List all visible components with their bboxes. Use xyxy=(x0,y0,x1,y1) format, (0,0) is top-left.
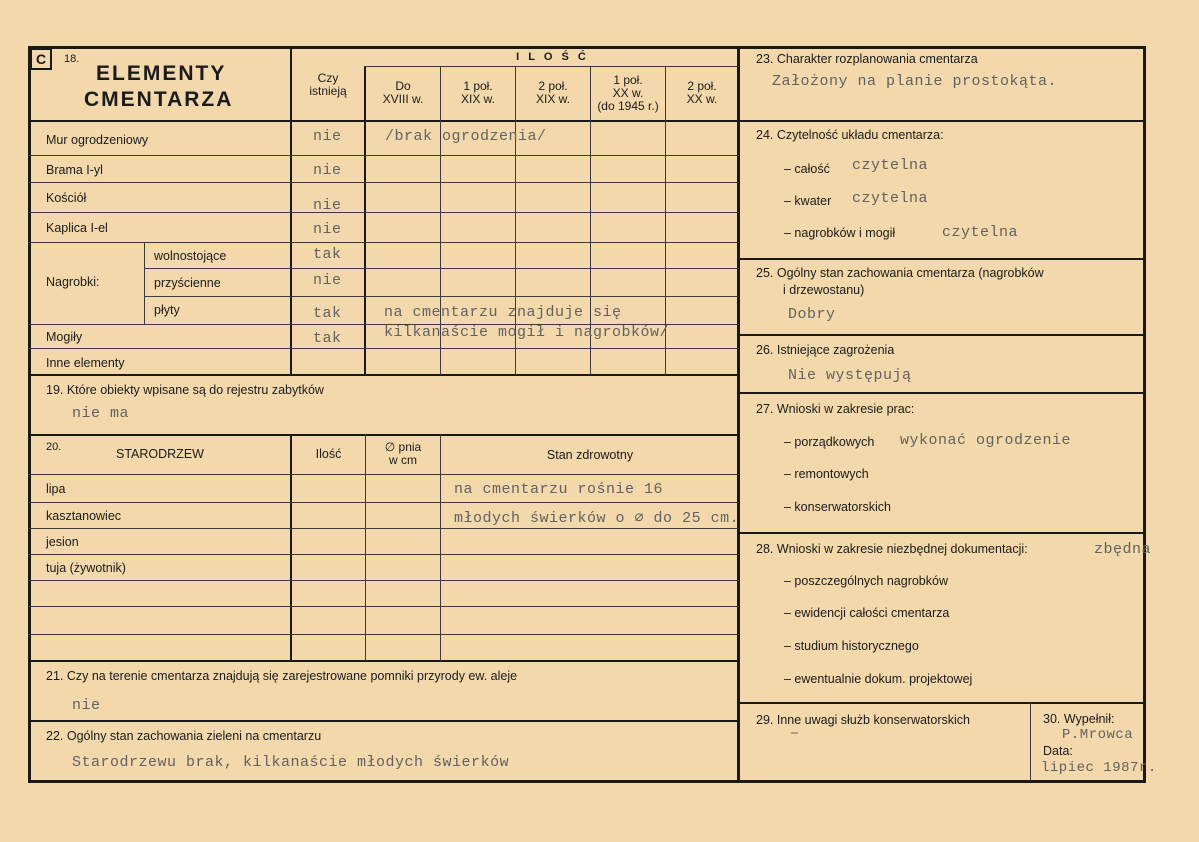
value-wall-mounted: nie xyxy=(313,272,342,289)
section-25-value: Dobry xyxy=(788,306,836,323)
note-graves-line1: na cmentarzu znajduje się xyxy=(384,304,622,321)
section-24-label: 24. Czytelność układu cmentarza: xyxy=(756,128,944,142)
tree-note-line1: na cmentarzu rośnie 16 xyxy=(454,481,664,498)
works-conservation-label: – konserwatorskich xyxy=(784,500,891,514)
legibility-graves-value: czytelna xyxy=(942,224,1019,241)
tree-note-line2: młodych świerków o ∅ do 25 cm. xyxy=(454,510,740,527)
row-label-chapel: Kaplica I-el xyxy=(46,221,108,235)
section-18-title-line2: CMENTARZA xyxy=(84,88,234,111)
row-label-graves: Mogiły xyxy=(46,330,83,344)
section-29-label: 29. Inne uwagi służb konserwatorskich xyxy=(756,713,971,727)
section-28-label: 28. Wnioski w zakresie niezbędnej dokumentacji: xyxy=(756,542,1028,556)
column-header-period-1: Do XVIII w. xyxy=(382,79,424,106)
section-21-label: 21. Czy na terenie cmentarza znajdują się zarejestrowane pomniki przyrody ew. aleje xyxy=(46,669,518,683)
column-header-tree-count: Ilość xyxy=(315,447,342,461)
section-19-value: nie ma xyxy=(72,405,130,422)
section-22-value: Starodrzewu brak, kilkanaście młodych świerków xyxy=(72,754,510,771)
column-header-period-3: 2 poł. XIX w. xyxy=(535,79,570,106)
row-label-wall: Mur ogrodzeniowy xyxy=(46,133,149,147)
section-22-label: 22. Ogólny stan zachowania zieleni na cmentarzu xyxy=(46,729,322,743)
docs-item-2: – ewidencji całości cmentarza xyxy=(784,606,950,620)
section-23-value: Założony na planie prostokąta. xyxy=(772,73,1058,90)
column-header-trunk-diameter: ∅ pnia w cm xyxy=(384,440,422,467)
note-no-fence: /brak ogrodzenia/ xyxy=(385,128,547,145)
section-30-label: 30. Wypełnił: xyxy=(1043,712,1115,726)
section-23-label: 23. Charakter rozplanowania cmentarza xyxy=(756,52,978,66)
value-freestanding: tak xyxy=(313,246,342,263)
section-25-label-line2: i drzewostanu) xyxy=(783,283,865,297)
tree-row-4: tuja (żywotnik) xyxy=(46,561,126,575)
row-label-freestanding: wolnostojące xyxy=(154,249,227,263)
tree-row-3: jesion xyxy=(46,535,79,549)
section-27-label: 27. Wnioski w zakresie prac: xyxy=(756,402,915,416)
row-label-nagrobki: Nagrobki: xyxy=(46,275,100,289)
tree-row-1: lipa xyxy=(46,482,66,496)
section-25-label-line1: 25. Ogólny stan zachowania cmentarza (nagrobków xyxy=(756,266,1044,280)
works-cleanup-value: wykonać ogrodzenie xyxy=(900,432,1072,449)
column-header-period-5: 2 poł. XX w. xyxy=(686,79,718,106)
column-header-period-4: 1 poł. XX w. (do 1945 r.) xyxy=(597,73,659,113)
note-graves-line2: kilkanaście mogił i nagrobków/ xyxy=(384,324,670,341)
value-graves: tak xyxy=(313,330,342,347)
section-19-label: 19. Które obiekty wpisane są do rejestru zabytków xyxy=(46,383,324,397)
row-label-gate: Brama I-yl xyxy=(46,163,103,177)
date-value: lipiec 1987r. xyxy=(1041,760,1157,776)
value-slabs: tak xyxy=(313,305,342,322)
section-29-value: – xyxy=(790,725,800,742)
docs-item-1: – poszczególnych nagrobków xyxy=(784,574,948,588)
legibility-whole-value: czytelna xyxy=(852,157,929,174)
legibility-quarters-value: czytelna xyxy=(852,190,929,207)
row-label-other: Inne elementy xyxy=(46,356,125,370)
section-20-title: STARODRZEW xyxy=(116,447,204,461)
card-letter-box xyxy=(30,48,52,70)
tree-row-2: kasztanowiec xyxy=(46,509,122,523)
section-26-label: 26. Istniejące zagrożenia xyxy=(756,343,895,357)
card-letter: C xyxy=(35,51,47,67)
section-18-number: 18. xyxy=(64,53,80,65)
legibility-whole-label: – całość xyxy=(784,162,830,176)
section-28-value: zbędna xyxy=(1094,541,1152,558)
row-label-wall-mounted: przyścienne xyxy=(154,276,221,290)
row-label-church: Kościół xyxy=(46,191,87,205)
value-chapel: nie xyxy=(313,221,342,238)
works-repair-label: – remontowych xyxy=(784,467,869,481)
works-cleanup-label: – porządkowych xyxy=(784,435,875,449)
section-21-value: nie xyxy=(72,697,101,714)
section-30-value: P.Mrowca xyxy=(1062,727,1134,743)
legibility-quarters-label: – kwater xyxy=(784,194,832,208)
section-18-title-line1: ELEMENTY xyxy=(96,62,227,85)
row-label-slabs: płyty xyxy=(154,303,180,317)
docs-item-4: – ewentualnie dokum. projektowej xyxy=(784,672,973,686)
column-header-health: Stan zdrowotny xyxy=(546,448,634,462)
value-wall: nie xyxy=(313,128,342,145)
section-26-value: Nie występują xyxy=(788,367,912,384)
column-header-ilosc: I L O Ś Ć xyxy=(516,51,589,63)
docs-item-3: – studium historycznego xyxy=(784,639,919,653)
column-header-period-2: 1 poł. XIX w. xyxy=(460,79,495,106)
date-label: Data: xyxy=(1043,744,1073,758)
legibility-graves-label: – nagrobków i mogił xyxy=(784,226,896,240)
value-gate: nie xyxy=(313,162,342,179)
value-church: nie xyxy=(313,197,342,214)
column-header-exists: Czy istnieją xyxy=(309,71,347,98)
section-20-number: 20. xyxy=(46,441,62,453)
